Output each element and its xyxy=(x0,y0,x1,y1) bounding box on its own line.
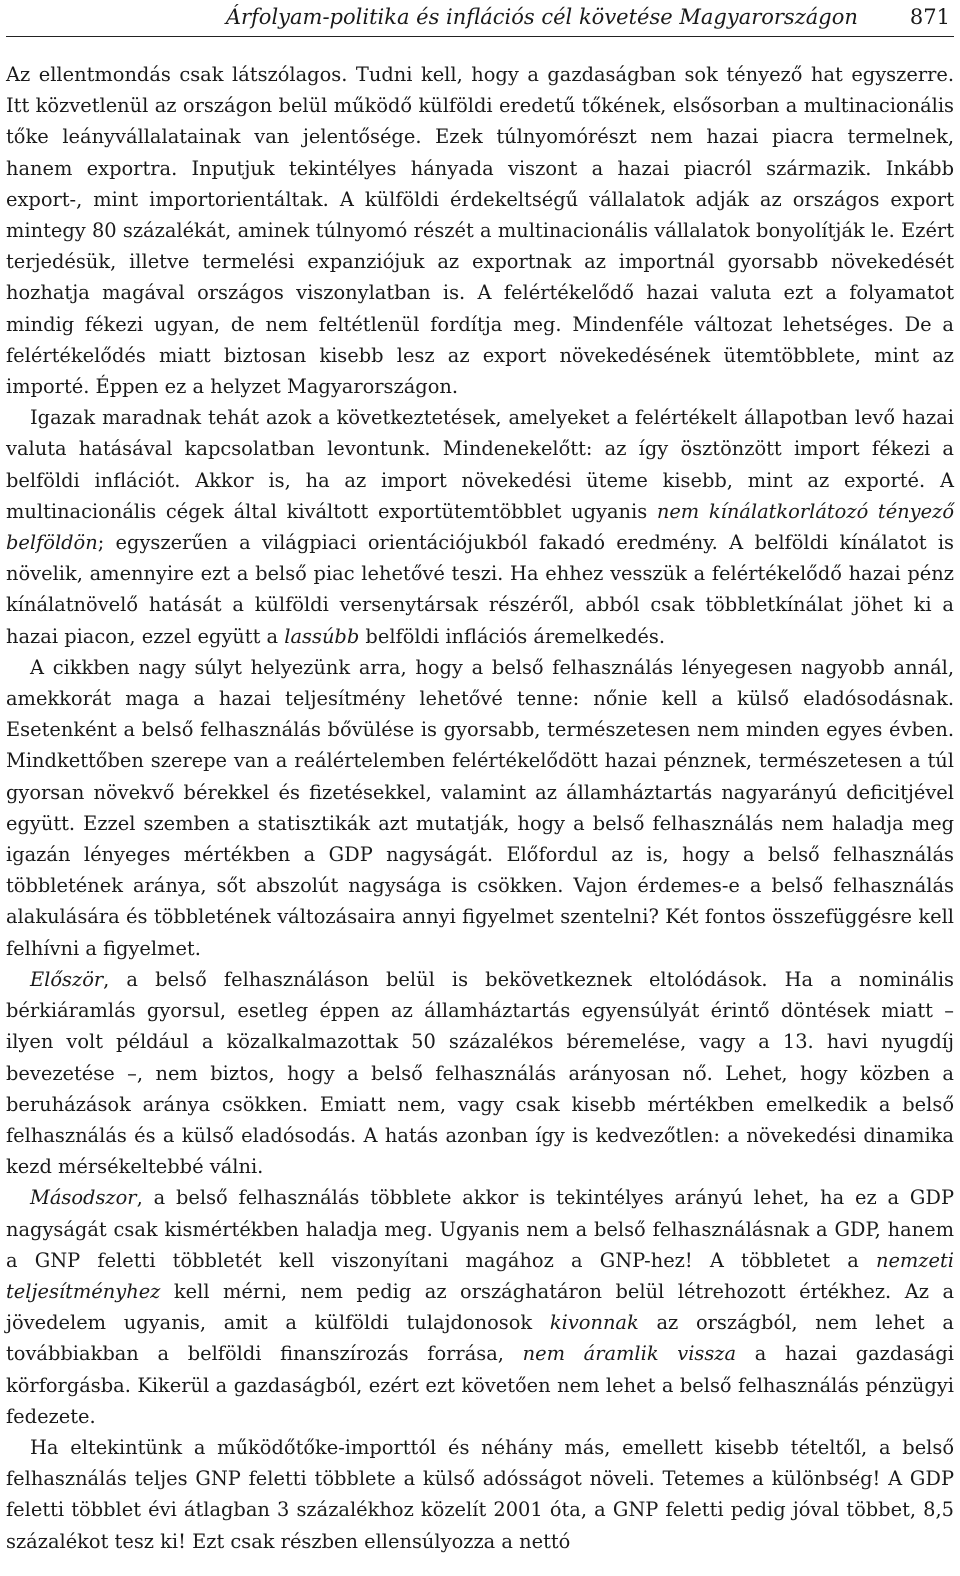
paragraph-5-text-c: az országból, nem lehet a továbbiakban a belföldi finanszírozás forrása, xyxy=(6,1311,954,1366)
paragraph-1 xyxy=(6,59,954,402)
paragraph-5-emphasis-3: kivonnak xyxy=(549,1311,639,1335)
paragraph-5 xyxy=(6,1182,954,1432)
running-head xyxy=(6,4,954,32)
paragraph-6 xyxy=(6,1432,954,1557)
paragraph-2-text-b: ; egyszerűen a világpiaci orientációjukból fakadó eredmény. A belföldi kínálatot is növelik, amennyire ezt a belső piac lehetővé teszi. Ha ehhez vesszük a felértékelődő hazai pénz kínálatnövelő hatását a külföldi versenytársak részéről, abból csak többletkínálat jöhet ki a hazai piacon, ezzel együtt a xyxy=(6,531,954,648)
paragraph-4-text-a: , a belső felhasználáson belül is bekövetkeznek eltolódások. Ha a nominális bérkiáramlás gyorsul, esetleg éppen az államháztartás egyensúlyát érintő döntések miatt – ilyen volt például a közalkalmazottak 50 százalékos béremelése, vagy a 13. havi nyugdíj bevezetése –, nem biztos, hogy a belső felhasználás arányosan nő. Lehet, hogy közben a beruházások aránya csökken. Emiatt nem, vagy csak kisebb mértékben emelkedik a belső felhasználás és a külső eladósodás. A hatás azonban így is kedvezőtlen: a növekedési dinamika kezd mérsékeltebbé válni. xyxy=(6,967,954,1179)
paragraph-1-text: Az ellentmondás csak látszólagos. Tudni kell, hogy a gazdaságban sok tényező hat egyszerre. Itt közvetlenül az országon belül működő külföldi eredetű tőkének, elsősorban a multinacionális tőke leányvállalatainak van jelentősége. Ezek túlnyomórészt nem hazai piacra termelnek, hanem exportra. Inputjuk tekintélyes hányada viszont a hazai piacról származik. Inkább export-, mint importorientáltak. A külföldi érdekeltségű vállalatok adják az országos export mintegy 80 százalékát, aminek túlnyomó részét a multinacionális vállalatok bonyolítják le. Ezért terjedésük, illetve termelési expanziójuk az exportnak az importnál gyorsabb növekedését hozhatja magával országos viszonylatban is. A felértékelődő hazai valuta ezt a folyamatot mindig fékezi ugyan, de nem feltétlenül fordítja meg. Mindenféle változat lehetséges. De a felértékelődés miatt biztosan kisebb lesz az export növekedésének ütemtöbblete, mint az importé. Éppen ez a helyzet Magyarországon. xyxy=(6,63,954,399)
paragraph-2-text-a: Igazak maradnak tehát azok a következtetések, amelyeket a felértékelt állapotban levő hazai valuta hatásával kapcsolatban levontunk. Mindenekelőtt: az így ösztönzött import fékezi a belföldi inflációt. Akkor is, ha az import növekedési üteme kisebb, mint az exporté. A multinacionális cégek által kiváltott exportütemtöbblet ugyanis xyxy=(6,406,954,523)
paragraph-5-emphasis-4: nem áramlik vissza xyxy=(522,1342,737,1366)
paragraph-5-text-b: kell mérni, nem pedig az országhatáron belül létrehozott értékhez. Az a jövedelem ugyanis, amit a külföldi tulajdonosok xyxy=(6,1279,954,1335)
paragraph-3 xyxy=(6,652,954,964)
paragraph-5-emphasis-1: Másodszor xyxy=(30,1186,137,1210)
paragraph-5-emphasis-2: nemzeti teljesítményhez xyxy=(6,1248,954,1303)
paragraph-4-emphasis-1: Először xyxy=(30,967,104,991)
paragraph-2-emphasis-1: nem kínálatkorlátozó tényező belföldön xyxy=(6,499,954,555)
page-number: 871 xyxy=(909,5,950,29)
paragraph-5-text-a: , a belső felhasználás többlete akkor is tekintélyes arányú lehet, ha ez a GDP nagyságát csak kismértékben haladja meg. Ugyanis nem a belső felhasználásnak a GDP, hanem a GNP feletti többletét kell viszonyítani magához a GNP-hez! A többletet a xyxy=(6,1186,954,1272)
paragraph-2 xyxy=(6,402,954,652)
paragraph-3-text: A cikkben nagy súlyt helyezünk arra, hogy a belső felhasználás lényegesen nagyobb annál, amekkorát maga a hazai teljesítmény lehetővé tenne: nőnie kell a külső eladósodásnak. Esetenként a belső felhasználás bővülése is gyorsabb, természetesen nem minden egyes évben. Mindkettőben szerepe van a reálértelemben felértékelődött hazai pénznek, természetesen a túl gyorsan növekvő bérekkel és fizetésekkel, valamint az államháztartás nagyarányú deficitjével együtt. Ezzel szemben a statisztikák azt mutatják, hogy a belső felhasználás nem haladja meg igazán lényeges mértékben a GDP nagyságát. Előfordul az is, hogy a belső felhasználás többletének aránya, sőt abszolút nagysága is csökken. Vajon érdemes-e a belső felhasználás alakulására és többletének változásaira annyi figyelmet szentelni? Két fontos összefüggésre kell felhívni a figyelmet. xyxy=(6,655,954,960)
paragraph-5-text-d: a hazai gazdasági körforgásba. Kikerül a gazdaságból, ezért ezt követően nem lehet a belső felhasználás pénzügyi fedezete. xyxy=(6,1342,954,1428)
body-text xyxy=(6,59,954,1557)
paragraph-2-text-c: belföldi inflációs áremelkedés. xyxy=(359,624,665,648)
paragraph-6-text: Ha eltekintünk a működőtőke-importtól és néhány más, emellett kisebb tételtől, a belső felhasználás teljes GNP feletti többlete a külső adósságot növeli. Tetemes a különbség! A GDP feletti többlet évi átlagban 3 százalékhoz közelít 2001 óta, a GNP feletti pedig jóval többet, 8,5 százalékot tesz ki! Ezt csak részben ellensúlyozza a nettó xyxy=(6,1435,954,1553)
paragraph-2-emphasis-2: lassúbb xyxy=(284,624,360,648)
running-head-title: Árfolyam-politika és inflációs cél követése Magyarországon xyxy=(225,5,858,29)
paragraph-4 xyxy=(6,964,954,1182)
header-rule xyxy=(6,36,954,37)
